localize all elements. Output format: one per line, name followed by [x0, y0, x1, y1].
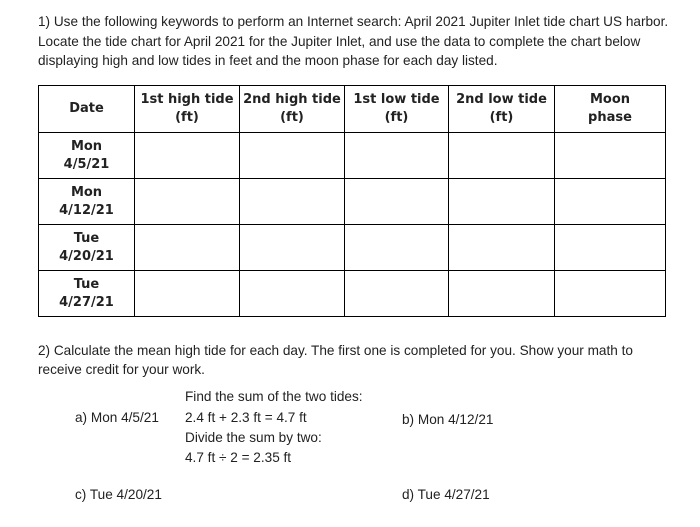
- table-row: [39, 133, 666, 179]
- date-cell: Mon 4/5/21: [39, 133, 135, 179]
- moon-phase-cell[interactable]: [555, 271, 666, 317]
- part-d-label: d) Tue 4/27/21: [402, 487, 490, 502]
- tide-table: [38, 85, 666, 317]
- part-c-label: c) Tue 4/20/21: [75, 487, 162, 502]
- header-2nd-low-tide: 2nd low tide (ft): [449, 86, 555, 133]
- first-high-tide-cell[interactable]: [135, 225, 240, 271]
- second-low-tide-cell[interactable]: [449, 225, 555, 271]
- second-high-tide-cell[interactable]: [240, 179, 345, 225]
- example-math-2: 4.7 ft ÷ 2 = 2.35 ft: [185, 450, 292, 465]
- header-moon-phase: Moon phase: [555, 86, 666, 133]
- example-step-2: Divide the sum by two:: [185, 430, 322, 445]
- example-step-1: Find the sum of the two tides:: [185, 389, 363, 404]
- date-cell: Mon 4/12/21: [39, 179, 135, 225]
- header-1st-high-tide: 1st high tide (ft): [135, 86, 240, 133]
- part-b-label: b) Mon 4/12/21: [402, 412, 494, 427]
- second-high-tide-cell[interactable]: [240, 225, 345, 271]
- moon-phase-cell[interactable]: [555, 133, 666, 179]
- first-high-tide-cell[interactable]: [135, 179, 240, 225]
- first-low-tide-cell[interactable]: [345, 179, 449, 225]
- second-low-tide-cell[interactable]: [449, 179, 555, 225]
- second-low-tide-cell[interactable]: [449, 271, 555, 317]
- first-low-tide-cell[interactable]: [345, 133, 449, 179]
- table-row: [39, 179, 666, 225]
- moon-phase-cell[interactable]: [555, 225, 666, 271]
- header-date: Date: [39, 86, 135, 133]
- date-cell: Tue 4/20/21: [39, 225, 135, 271]
- first-low-tide-cell[interactable]: [345, 225, 449, 271]
- moon-phase-cell[interactable]: [555, 179, 666, 225]
- date-cell: Tue 4/27/21: [39, 271, 135, 317]
- header-1st-low-tide: 1st low tide (ft): [345, 86, 449, 133]
- part-a-label: a) Mon 4/5/21: [75, 410, 159, 425]
- first-low-tide-cell[interactable]: [345, 271, 449, 317]
- first-high-tide-cell[interactable]: [135, 133, 240, 179]
- table-row: [39, 271, 666, 317]
- example-math-1: 2.4 ft + 2.3 ft = 4.7 ft: [185, 410, 307, 425]
- second-low-tide-cell[interactable]: [449, 133, 555, 179]
- question-1-text: 1) Use the following keywords to perform an Internet search: April 2021 Jupiter Inlet tide chart US harbor. Locate the tide chart for April 2021 for the Jupiter Inlet, and use the data to complete the chart below displaying high and low tides in feet and the moon phase for each day listed.: [38, 14, 669, 68]
- second-high-tide-cell[interactable]: [240, 271, 345, 317]
- question-2-text: 2) Calculate the mean high tide for each day. The first one is completed for you. Show your math to receive credit for your work.: [38, 343, 633, 377]
- table-header-row: [39, 86, 666, 133]
- second-high-tide-cell[interactable]: [240, 133, 345, 179]
- header-2nd-high-tide: 2nd high tide (ft): [240, 86, 345, 133]
- table-row: [39, 225, 666, 271]
- first-high-tide-cell[interactable]: [135, 271, 240, 317]
